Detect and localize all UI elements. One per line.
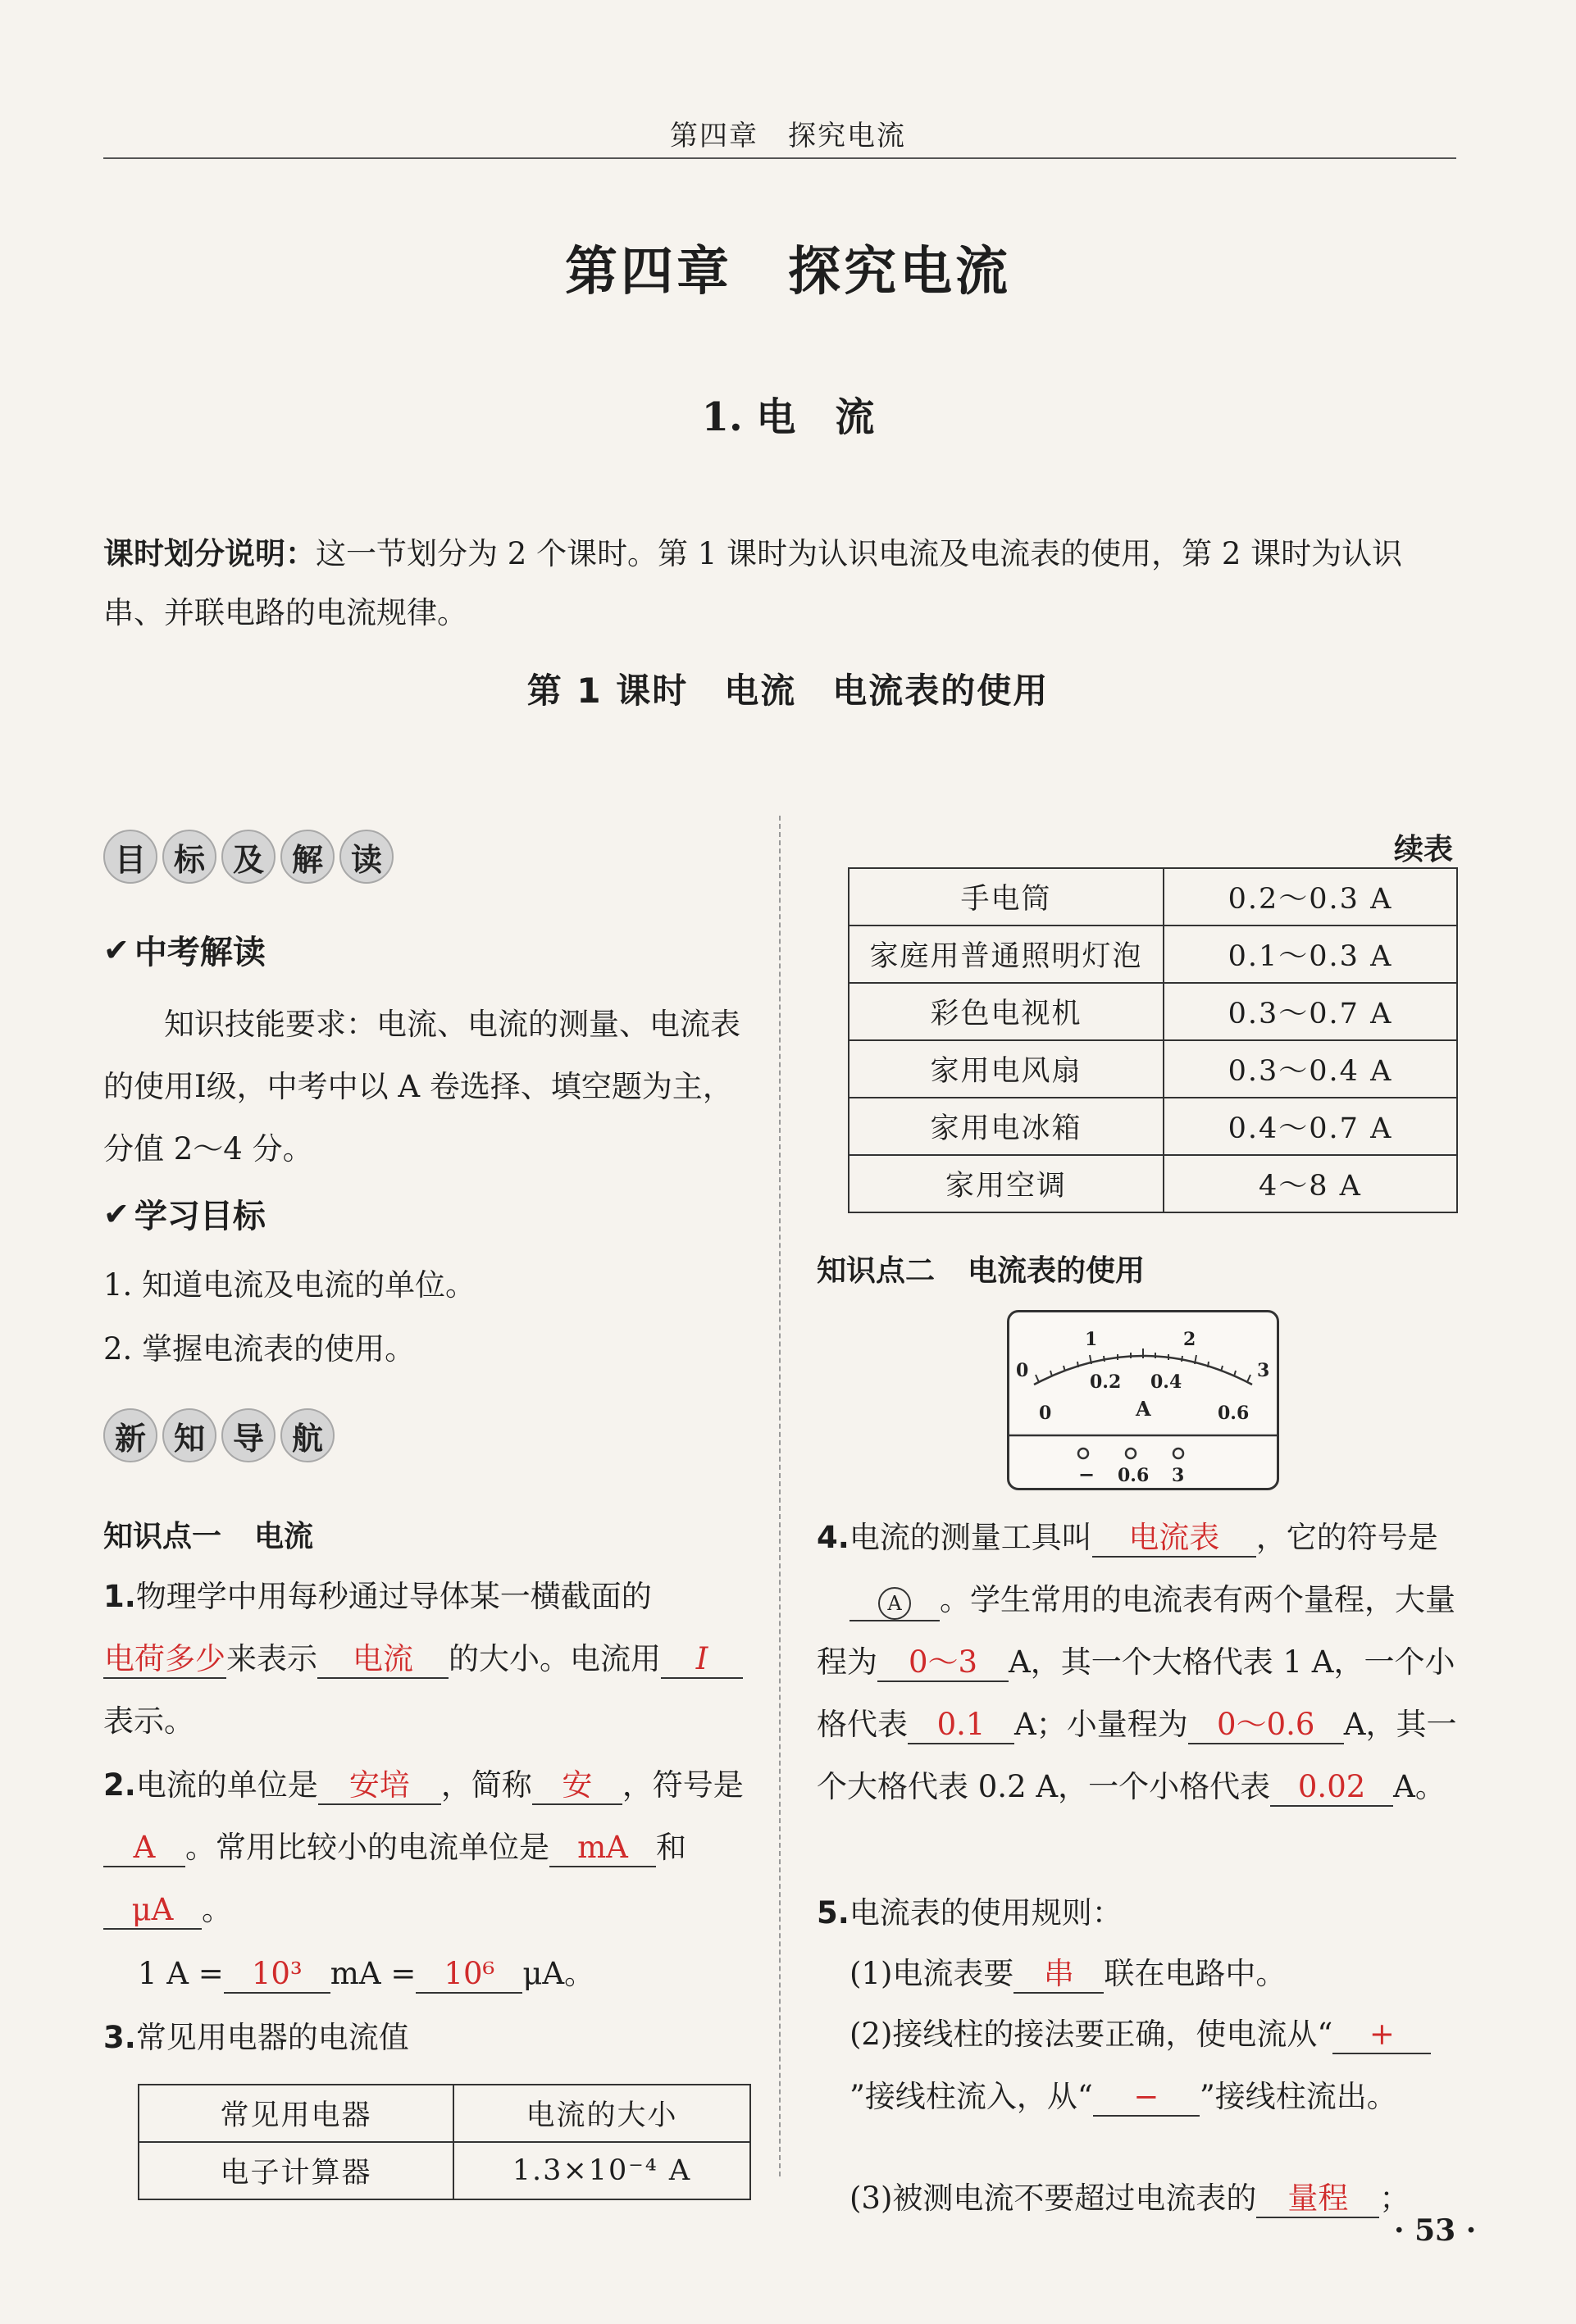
badge-goals xyxy=(103,830,394,884)
q-text: 表示。 xyxy=(103,1703,194,1739)
q-text: 电流的单位是 xyxy=(135,1767,318,1803)
q-text: ； xyxy=(1379,2181,1410,2216)
terminal-3 xyxy=(1173,1449,1183,1458)
column-divider xyxy=(779,816,781,2176)
q-text: A，其一个大格代表 0.2 A，一个小格代表 xyxy=(817,1707,1457,1804)
ammeter-diagram xyxy=(1007,1310,1279,1490)
rule-2 xyxy=(849,2003,1456,2128)
table-cell: 电子计算器 xyxy=(139,2142,453,2199)
q-number: 5. xyxy=(817,1895,849,1931)
answer-blank: 0～0.6 xyxy=(1188,1707,1344,1744)
answer-blank: A xyxy=(103,1830,185,1867)
outer-scale-label: 1 xyxy=(1085,1329,1098,1350)
q-text: 电流的测量工具叫 xyxy=(849,1520,1092,1555)
table-cell: 1.3×10⁻⁴ A xyxy=(453,2142,750,2199)
question-4 xyxy=(817,1507,1464,1818)
badge-char: 标 xyxy=(162,830,216,884)
table-row xyxy=(849,926,1457,983)
check-icon: ✔ xyxy=(103,931,130,968)
table-cell: 0.4～0.7 A xyxy=(1164,1098,1457,1155)
dial-arc xyxy=(1034,1356,1252,1385)
q-text: 。 xyxy=(202,1892,232,1927)
table-cell: 家庭用普通照明灯泡 xyxy=(849,926,1164,983)
knowledge-point-2 xyxy=(817,1248,1145,1289)
table-row xyxy=(849,868,1457,926)
appliance-table xyxy=(138,2084,751,2200)
badge-char: 知 xyxy=(162,1408,216,1462)
table-cell: 0.3～0.4 A xyxy=(1164,1040,1457,1098)
answer-blank: 0～3 xyxy=(877,1644,1009,1682)
question-3 xyxy=(103,2007,409,2069)
q-text: 电流表的使用规则： xyxy=(849,1895,1123,1931)
answer-blank: 量程 xyxy=(1256,2181,1379,2218)
rule-3 xyxy=(849,2167,1410,2230)
answer-blank: 电流表 xyxy=(1092,1520,1256,1558)
q-text: ”接线柱流入，从“ xyxy=(849,2079,1093,2114)
outer-scale-label: 3 xyxy=(1257,1360,1270,1381)
table-row xyxy=(849,1098,1457,1155)
table-cell: 0.1～0.3 A xyxy=(1164,926,1457,983)
q-text: (2)接线柱的接法要正确，使电流从“ xyxy=(849,2017,1333,2052)
q-text: (1)电流表要 xyxy=(849,1956,1014,1991)
badge-char: 目 xyxy=(103,830,157,884)
answer-blank: 安培 xyxy=(318,1767,441,1805)
lesson-title: 第 1 课时 电流 电流表的使用 xyxy=(526,671,1050,711)
answer-blank: 电流 xyxy=(317,1641,449,1679)
kp-title: 电流表的使用 xyxy=(968,1254,1146,1288)
q-text: 的大小。电流用 xyxy=(449,1641,661,1676)
inner-scale-label: 0.6 xyxy=(1218,1403,1250,1424)
intro-text: 这一节划分为 2 个课时。第 1 课时为认识电流及电流表的使用，第 2 课时为认识串、并联电路的电流规律。 xyxy=(103,536,1403,630)
q-number: 1. xyxy=(103,1579,136,1614)
section-title: 1. 电 流 xyxy=(701,394,875,440)
intro-label: 课时划分说明： xyxy=(103,536,316,571)
q-number: 3. xyxy=(103,2020,136,2055)
appliance-table-continued xyxy=(848,867,1458,1213)
q-text: ，它的符号是 xyxy=(1255,1520,1438,1555)
answer-blank: 串 xyxy=(1013,1956,1104,1994)
ammeter-symbol-icon: A xyxy=(878,1587,911,1620)
table-header-cell: 电流的大小 xyxy=(453,2085,750,2142)
badge-char: 解 xyxy=(280,830,335,884)
q-text: 联在电路中。 xyxy=(1104,1956,1287,1991)
table-cell: 0.3～0.7 A xyxy=(1164,983,1457,1040)
table-cell: 手电筒 xyxy=(849,868,1164,926)
terminal-label: − xyxy=(1078,1462,1095,1486)
table-header-row xyxy=(139,2085,750,2142)
check-icon: ✔ xyxy=(103,1195,130,1232)
exam-text: 知识技能要求：电流、电流的测量、电流表的使用Ⅰ级，中考中以 A 卷选择、填空题为主，分值 2～4 分。 xyxy=(103,1007,740,1167)
badge-navigation xyxy=(103,1408,335,1462)
q-text: 来表示 xyxy=(226,1641,317,1676)
badge-char: 及 xyxy=(221,830,276,884)
answer-blank: − xyxy=(1093,2079,1200,2117)
q-number: 4. xyxy=(817,1520,849,1555)
q-text: A；小量程为 xyxy=(1014,1707,1188,1742)
dial-ticks xyxy=(1036,1348,1250,1382)
q-text: 物理学中用每秒通过导体某一横截面的 xyxy=(135,1579,652,1614)
outer-scale-label: 0 xyxy=(1016,1360,1029,1381)
rule-1 xyxy=(849,1943,1286,2005)
goal-heading xyxy=(103,1190,266,1237)
goal-heading-text: 学习目标 xyxy=(134,1198,266,1235)
q-text: (3)被测电流不要超过电流表的 xyxy=(849,2181,1257,2216)
terminal-label: 0.6 xyxy=(1118,1465,1150,1486)
q-text: mA = xyxy=(330,1956,417,1991)
kp-label: 知识点二 xyxy=(817,1254,936,1288)
header-rule xyxy=(103,157,1456,159)
terminal-0-6 xyxy=(1126,1449,1136,1458)
badge-char: 新 xyxy=(103,1408,157,1462)
answer-blank: μA xyxy=(103,1892,202,1930)
table-cell: 4～8 A xyxy=(1164,1155,1457,1212)
exam-heading-text: 中考解读 xyxy=(134,934,266,971)
table-header-cell: 常见用电器 xyxy=(139,2085,453,2142)
badge-char: 导 xyxy=(221,1408,276,1462)
ammeter-dial-svg xyxy=(1009,1312,1277,1488)
table-cell: 家用电冰箱 xyxy=(849,1098,1164,1155)
question-2 xyxy=(103,1754,751,1941)
q-text: 和 xyxy=(656,1830,686,1865)
answer-blank: 安 xyxy=(532,1767,622,1805)
goal-item: 2. 掌握电流表的使用。 xyxy=(103,1331,416,1367)
terminal-negative xyxy=(1078,1449,1088,1458)
knowledge-point-1 xyxy=(103,1513,313,1555)
q-text: μA。 xyxy=(522,1956,595,1991)
q-text: ，符号是 xyxy=(622,1767,744,1803)
inner-scale-label: 0.4 xyxy=(1150,1371,1182,1393)
question-1 xyxy=(103,1566,751,1753)
q-text: 1 A = xyxy=(138,1956,224,1991)
continued-table-label: 续表 xyxy=(1394,833,1454,866)
goal-item: 1. 知道电流及电流的单位。 xyxy=(103,1267,476,1303)
terminal-label: 3 xyxy=(1172,1465,1185,1486)
answer-blank: mA xyxy=(549,1830,656,1867)
table-row xyxy=(139,2142,750,2199)
q-text: 。常用比较小的电流单位是 xyxy=(185,1830,549,1865)
chapter-title: 第四章 探究电流 xyxy=(565,242,1011,302)
answer-blank: + xyxy=(1332,2017,1431,2054)
kp-label: 知识点一 xyxy=(103,1520,222,1553)
table-cell: 彩色电视机 xyxy=(849,983,1164,1040)
inner-scale-label: 0.2 xyxy=(1090,1371,1122,1393)
answer-blank: 电荷多少 xyxy=(103,1641,226,1679)
answer-blank: 0.1 xyxy=(908,1707,1014,1744)
table-row xyxy=(849,1040,1457,1098)
answer-blank: 10⁶ xyxy=(416,1956,522,1994)
answer-blank: 0.02 xyxy=(1270,1769,1393,1807)
answer-blank: 10³ xyxy=(224,1956,330,1994)
badge-char: 航 xyxy=(280,1408,335,1462)
answer-blank-symbol xyxy=(849,1582,940,1621)
unit-label: A xyxy=(1136,1397,1151,1421)
q-number: 2. xyxy=(103,1767,136,1803)
running-header: 第四章 探究电流 xyxy=(670,120,906,152)
table-cell: 0.2～0.3 A xyxy=(1164,868,1457,926)
q-text: ，简称 xyxy=(440,1767,532,1803)
question-2-units xyxy=(138,1943,594,2005)
outer-scale-label: 2 xyxy=(1183,1329,1196,1350)
page-number: · 53 · xyxy=(1394,2213,1477,2248)
question-5 xyxy=(817,1882,1123,1944)
table-cell: 家用电风扇 xyxy=(849,1040,1164,1098)
q-text: ”接线柱流出。 xyxy=(1199,2079,1397,2114)
exam-heading xyxy=(103,926,266,973)
table-cell: 家用空调 xyxy=(849,1155,1164,1212)
answer-blank: I xyxy=(661,1641,743,1679)
table-row xyxy=(849,1155,1457,1212)
kp-title: 电流 xyxy=(254,1520,314,1553)
badge-char: 读 xyxy=(339,830,394,884)
q-text: A。 xyxy=(1393,1769,1446,1804)
q-text: A，其一个大格代表 1 A，一个小格代表 xyxy=(817,1644,1455,1742)
q-text: 常见用电器的电流值 xyxy=(135,2020,409,2055)
q-text: 。学生常用的电流表有两个量程，大量程为 xyxy=(817,1582,1455,1680)
intro-paragraph xyxy=(103,525,1456,643)
table-row xyxy=(849,983,1457,1040)
inner-scale-label: 0 xyxy=(1039,1403,1052,1424)
